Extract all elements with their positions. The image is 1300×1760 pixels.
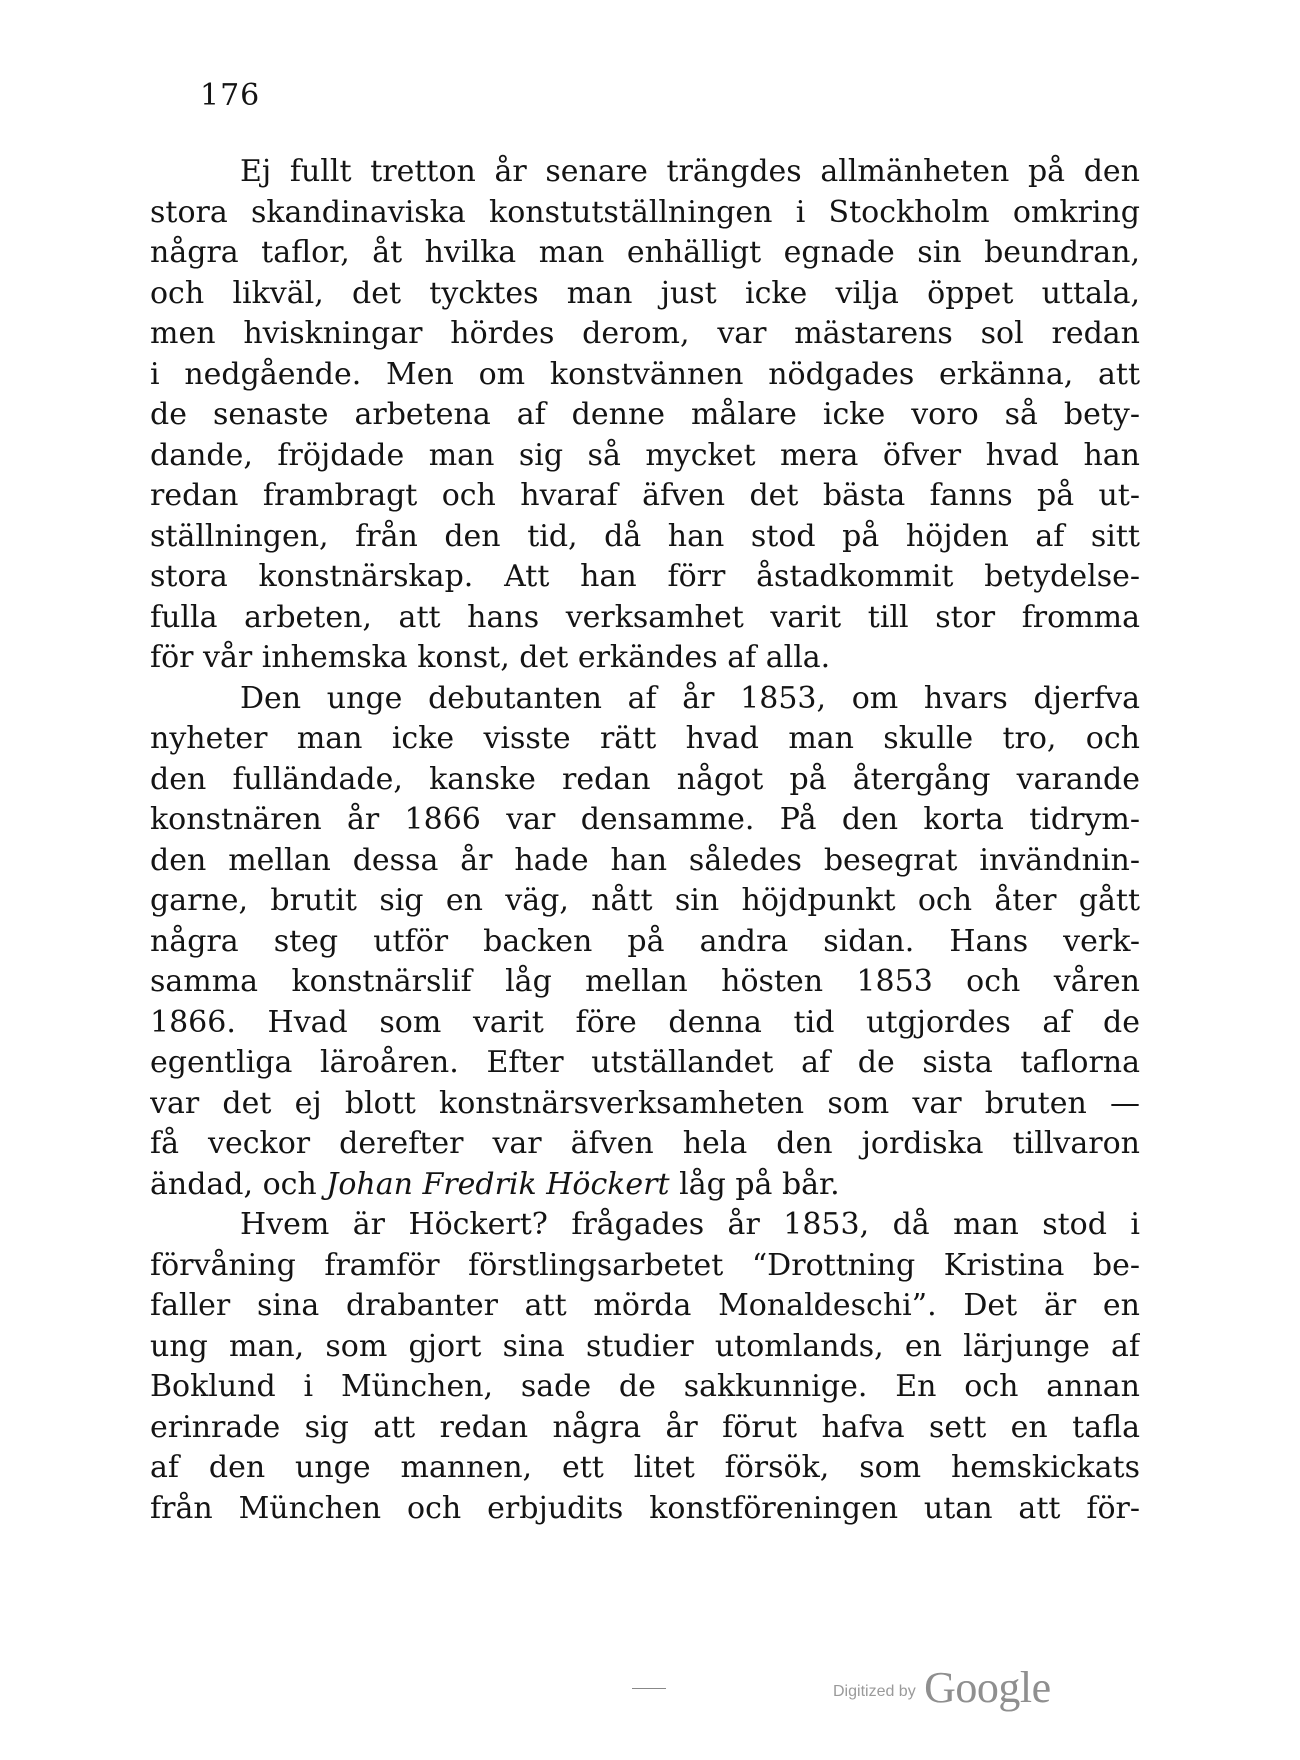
text-line: redan frambragt och hvaraf äfven det bästa fanns på ut- [150, 478, 1140, 513]
text-line: och likväl, det tycktes man just icke vilja öppet uttala, [150, 275, 1140, 311]
text-line: några taflor, åt hvilka man enhälligt egnade sin beundran, [150, 235, 1140, 270]
text-line: fulla arbeten, att hans verksamhet varit till stor fromma [150, 599, 1140, 635]
text-line: den mellan dessa år hade han således besegrat invändnin- [150, 842, 1140, 878]
text-line: Den unge debutanten af år 1853, om hvars djerfva [240, 680, 1140, 716]
text-line: ändad, och Johan Fredrik Höckert låg på bår. [150, 1166, 840, 1202]
page-mark-divider [632, 1688, 666, 1689]
text-line: egentliga läroåren. Efter utställandet af de sista taflorna [150, 1045, 1140, 1080]
google-watermark [833, 1662, 1051, 1713]
text-line: stora konstnärskap. Att han förr åstadkommit betydelse- [150, 559, 1140, 594]
text-line: men hviskningar hördes derom, var mästarens sol redan [150, 316, 1140, 351]
text-line: från München och erbjudits konstföreningen utan att för- [150, 1490, 1140, 1526]
text-line: de senaste arbetena af denne målare icke voro så bety- [150, 397, 1140, 432]
text-line: nyheter man icke visste rätt hvad man skulle tro, och [150, 721, 1140, 756]
watermark-prefix: Digitized by [833, 1683, 916, 1700]
text-line: konstnären år 1866 var densamme. På den korta tidrym- [150, 802, 1140, 837]
text-line: faller sina drabanter att mörda Monaldeschi”. Det är en [150, 1288, 1140, 1323]
text-line: var det ej blott konstnärsverksamheten som var bruten — [150, 1085, 1140, 1121]
google-logo: Google [924, 1663, 1051, 1712]
text-line: Hvem är Höckert? frågades år 1853, då man stod i [240, 1207, 1140, 1242]
text-line: af den unge mannen, ett litet försök, som hemskickats [150, 1450, 1140, 1485]
text-line: erinrade sig att redan några år förut hafva sett en tafla [150, 1409, 1140, 1445]
body-text [150, 152, 1140, 1529]
text-line: 1866. Hvad som varit före denna tid utgjordes af de [150, 1004, 1140, 1040]
name-italic: Johan Fredrik Höckert [326, 1166, 670, 1202]
text-line: i nedgående. Men om konstvännen nödgades erkänna, att [150, 356, 1140, 392]
text-line: den fulländade, kanske redan något på återgång varande [150, 761, 1140, 797]
text-line: få veckor derefter var äfven hela den jordiska tillvaron [150, 1126, 1140, 1161]
text-line: dande, fröjdade man sig så mycket mera öfver hvad han [150, 437, 1140, 473]
text-line: ung man, som gjort sina studier utomlands, en lärjunge af [150, 1328, 1140, 1364]
text-line: ställningen, från den tid, då han stod på höjden af sitt [150, 518, 1140, 554]
text-line: Ej fullt tretton år senare trängdes allmänheten på den [240, 154, 1140, 189]
text-line: Boklund i München, sade de sakkunnige. En och annan [150, 1369, 1140, 1404]
page-number: 176 [200, 78, 261, 113]
text-line: garne, brutit sig en väg, nått sin höjdpunkt och åter gått [150, 883, 1140, 918]
text-line: samma konstnärslif låg mellan hösten 1853 och våren [150, 964, 1140, 999]
text-line: förvåning framför förstlingsarbetet “Drottning Kristina be- [150, 1247, 1140, 1283]
text-line: några steg utför backen på andra sidan. Hans verk- [150, 923, 1140, 959]
text-line: för vår inhemska konst, det erkändes af alla. [150, 640, 831, 675]
text-line: stora skandinaviska konstutställningen i Stockholm omkring [150, 194, 1140, 230]
